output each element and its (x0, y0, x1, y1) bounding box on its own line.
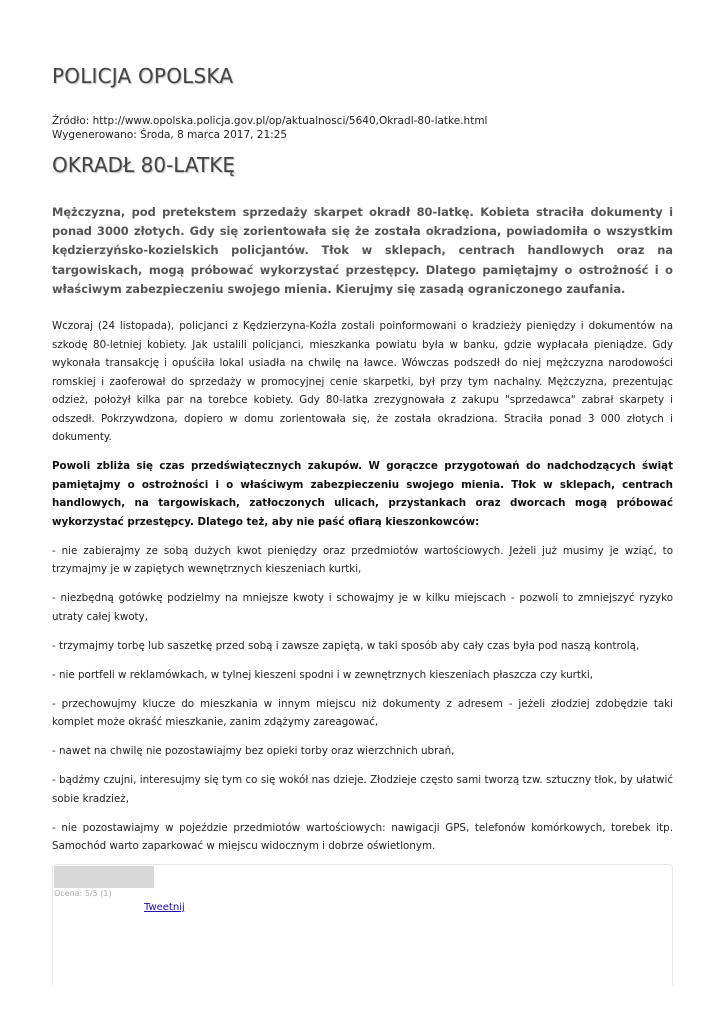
article-lead: Mężczyzna, pod pretekstem sprzedaży skarpet okradł 80-latkę. Kobieta straciła dokumenty i ponad 3000 złotych. Gdy się zorientowała się że została okradziona, powiadomiła o wszystkim kędzierzyńsko-kozielskich policjantów. Tłok w sklepach, centrach handlowych oraz na targowiskach, mogą próbować wykorzystać przestępcy. Dlatego pamiętajmy o ostrożność i o właściwym zabezpieczeniu swojego mienia. Kierujmy się zasadą ograniczonego zaufania. (52, 205, 673, 296)
tip-item: - trzymajmy torbę lub saszetkę przed sobą i zawsze zapiętą, w taki sposób aby cały czas była pod naszą kontrolą, (52, 639, 640, 652)
source-line: Źródło: http://www.opolska.policja.gov.pl/op/aktualnosci/5640,Okradl-80-latke.html (52, 115, 488, 127)
tip-item: - bądźmy czujni, interesujmy się tym co się wokół nas dzieje. Złodzieje często sami tworzą tzw. sztuczny tłok, by ułatwić sobie kradzież, (52, 774, 673, 805)
tip-item: - nie pozostawiajmy w pojeździe przedmiotów wartościowych: nawigacji GPS, telefonów komórkowych, torebek itp. Samochód warto zaparkować w miejscu widocznym i dobrze oświetlonym. (52, 821, 673, 852)
site-title: POLICJA OPOLSKA (52, 64, 234, 88)
tip-item: - nie zabierajmy ze sobą dużych kwot pieniędzy oraz przedmiotów wartościowych. Jeżeli już musimy je wziąć, to trzymajmy je w zapiętych wewnętrznych kieszeniach kurtki, (52, 544, 673, 575)
source-meta (52, 114, 487, 142)
tip-item: - przechowujmy klucze do mieszkania w innym miejscu niż dokumenty z adresem - jeżeli złodziej zdobędzie taki komplet może okraść mieszkanie, zanim zdążymy zareagować, (52, 697, 673, 728)
article-warning-paragraph: Powoli zbliża się czas przedświątecznych zakupów. W gorączce przygotowań do nadchodzących świąt pamiętajmy o ostrożności i o właściwym zabezpieczeniu swojego mienia. Tłok w sklepach, centrach handlowych, na targowiskach, zatłoczonych ulicach, przystankach oraz dworcach mogą próbować wykorzystać przestępcy. Dlatego też, aby nie paść ofiarą kieszonkowców: (52, 460, 673, 528)
article-title: OKRADŁ 80-LATKĘ (52, 153, 235, 177)
tip-item: - nawet na chwilę nie pozostawiajmy bez opieki torby oraz wierzchnich ubrań, (52, 745, 455, 757)
rating-text: Ocena: 5/5 (1) (54, 889, 112, 898)
article-paragraph: Wczoraj (24 listopada), policjanci z Kędzierzyna-Koźla zostali poinformowani o kradzieży pieniędzy i dokumentów na szkodę 80-letniej kobiety. Jak ustalili policjanci, mieszkanka powiatu była w banku, gdzie wypłacała pieniądze. Gdy wykonała transakcję i opuściła lokal usiadła na chwilę na ławce. Wówczas podszedł do niej mężczyzna narodowości romskiej i zaoferował do sprzedaży w promocyjnej cenie skarpetki, był przy tym nachalny. Mężczyzna, prezentując odzież, położył kilka par na torebce kobiety. Gdy 80-latka zrezygnowała z zakupu "sprzedawca" zabrał skarpety i odszedł. Pokrzywdzona, dopiero w domu zorientowała się, że została okradziona. Straciła ponad 3 000 złotych i dokumenty. (52, 320, 673, 443)
rating-widget[interactable] (54, 866, 154, 888)
tip-item: - nie portfeli w reklamówkach, w tylnej kieszeni spodni i w zewnętrznych kieszeniach płaszcza czy kurtki, (52, 668, 593, 681)
rating-box (52, 864, 673, 985)
generated-line: Wygenerowano: Środa, 8 marca 2017, 21:25 (52, 129, 288, 141)
article-body (52, 317, 673, 866)
tweet-link[interactable]: Tweetnij (144, 902, 185, 913)
tip-item: - niezbędną gotówkę podzielmy na mniejsze kwoty i schowajmy je w kilku miejscach - pozwoli to zmniejszyć ryzyko utraty całej kwoty, (52, 592, 673, 623)
